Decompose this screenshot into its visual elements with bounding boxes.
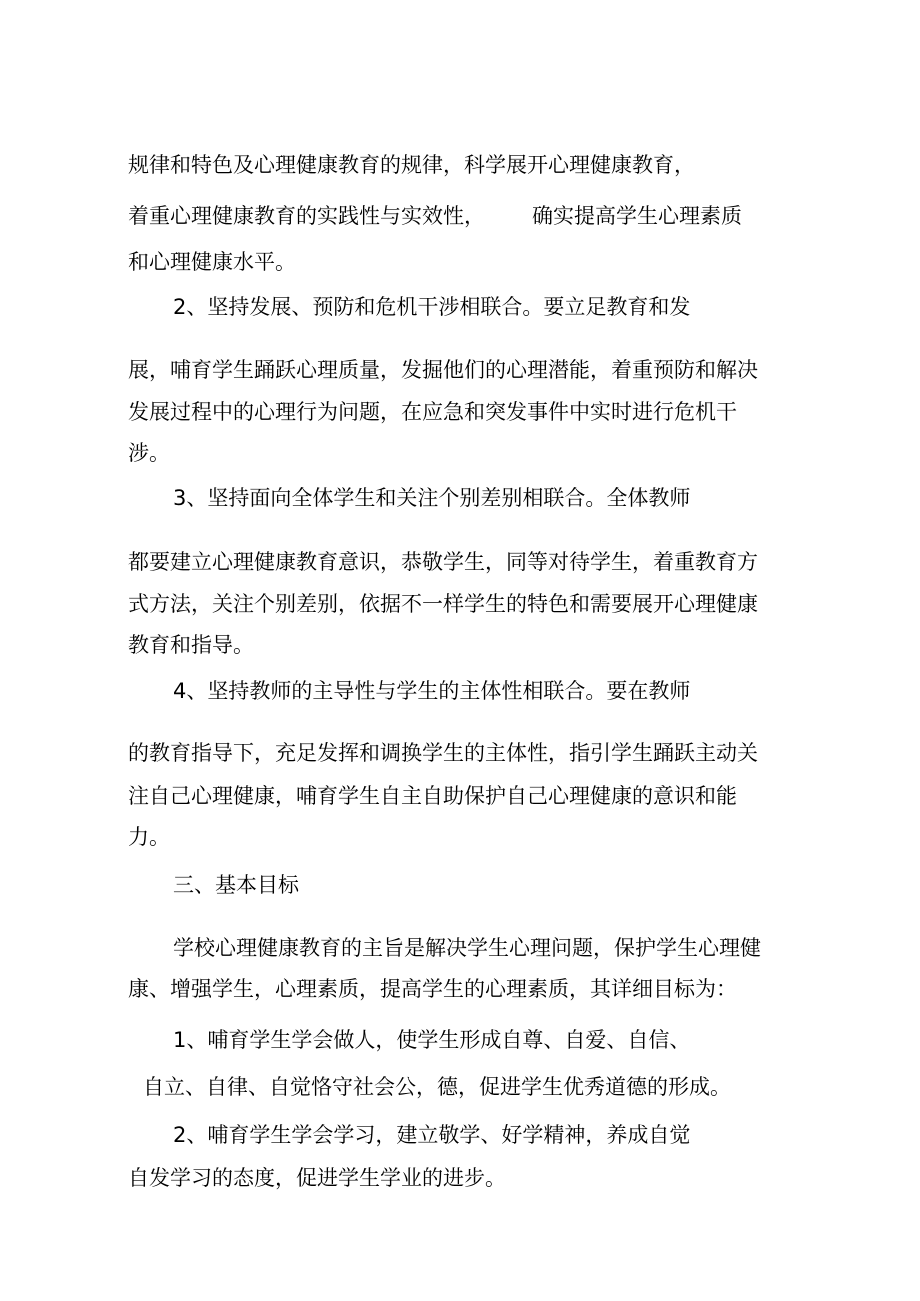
text-line: 的教育指导下，充足发挥和调换学生的主体性，指引学生踊跃主动关 xyxy=(128,741,758,765)
text-line: 1、哺育学生学会做人，使学生形成自尊、自爱、自信、 xyxy=(173,1028,691,1052)
text-line: 教育和指导。 xyxy=(128,633,254,657)
text-line: 注自己心理健康，哺育学生自主自助保护自己心理健康的意识和能 xyxy=(128,784,737,808)
text-line: 规律和特色及心理健康教育的规律，科学展开心理健康教育， xyxy=(128,153,695,177)
text-line: 康、增强学生，心理素质，提高学生的心理素质，其详细目标为： xyxy=(128,977,737,1001)
text-line: 学校心理健康教育的主旨是解决学生心理问题，保护学生心理健 xyxy=(173,936,761,960)
text-line: 自发学习的态度，促进学生学业的进步。 xyxy=(128,1166,506,1190)
text-line: 都要建立心理健康教育意识，恭敬学生，同等对待学生，着重教育方 xyxy=(128,550,758,574)
section-heading: 三、基本目标 xyxy=(173,873,299,897)
text-line: 确实提高学生心理素质 xyxy=(532,204,742,228)
text-line: 展，哺育学生踊跃心理质量，发掘他们的心理潜能，着重预防和解决 xyxy=(128,358,758,382)
text-line: 涉。 xyxy=(128,441,170,465)
text-line: 4、坚持教师的主导性与学生的主体性相联合。要在教师 xyxy=(173,679,691,703)
text-line: 3、坚持面向全体学生和关注个别差别相联合。全体教师 xyxy=(173,486,691,510)
text-line: 发展过程中的心理行为问题，在应急和突发事件中实时进行危机干 xyxy=(128,400,737,424)
text-line: 力。 xyxy=(128,825,170,849)
text-line: 自立、自律、自觉恪守社会公，德，促进学生优秀道德的形成。 xyxy=(143,1075,731,1099)
text-line: 着重心理健康教育的实践性与实效性， xyxy=(128,204,485,228)
text-line: 2、坚持发展、预防和危机干涉相联合。要立足教育和发 xyxy=(173,295,691,319)
text-line: 和心理健康水平。 xyxy=(128,250,296,274)
text-line: 式方法，关注个别差别，依据不一样学生的特色和需要展开心理健康 xyxy=(128,592,758,616)
text-line: 2、哺育学生学会学习，建立敬学、好学精神，养成自觉 xyxy=(173,1123,691,1147)
